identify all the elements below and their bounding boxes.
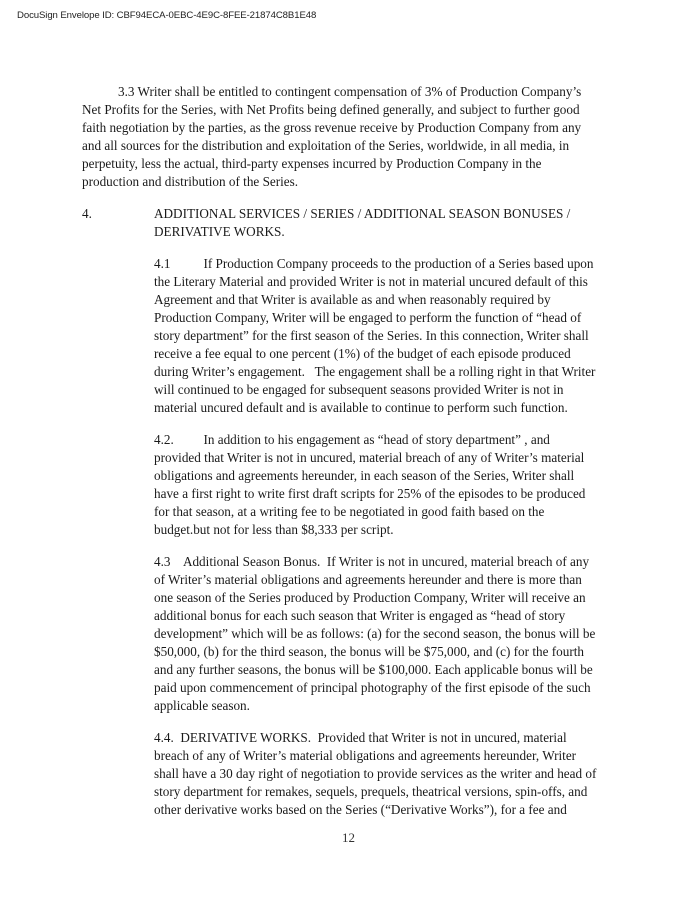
section-heading-line: ADDITIONAL SERVICES / SERIES / ADDITIONAL SEASON BONUSES / [154,206,571,221]
text-line: $50,000, (b) for the third season, the bonus will be $75,000, and (c) for the fourth [154,644,584,659]
text-line: material uncured default and is available to continue to perform such function. [154,400,568,415]
text-line: additional bonus for each such season that Writer is engaged as “head of story [154,608,566,623]
text-line: obligations and agreements hereunder, in each season of the Series, Writer shall [154,468,575,483]
text-line: shall have a 30 day right of negotiation to provide services as the writer and head of [154,766,597,781]
text-line: perpetuity, less the actual, third-party expenses incurred by Production Company in the [82,156,542,171]
text-line: receive a fee equal to one percent (1%) of the budget of each episode produced [154,346,571,361]
text-line: 3.3 Writer shall be entitled to contingent compensation of 3% of Production Company’s [118,84,582,99]
text-line: 4.3 Additional Season Bonus. If Writer is not in uncured, material breach of any [154,554,590,569]
text-line: and any further seasons, the bonus will be $100,000. Each applicable bonus will be [154,662,593,677]
text-line: story department” for the first season of the Series. In this connection, Writer shall [154,328,589,343]
text-line: one season of the Series produced by Production Company, Writer will receive an [154,590,586,605]
text-line: and all sources for the distribution and exploitation of the Series, worldwide, in all media, in [82,138,570,153]
page-number: 12 [342,830,355,845]
text-line: for that season, at a writing fee to be negotiated in good faith based on the [154,504,545,519]
text-line: story department for remakes, sequels, prequels, theatrical versions, spin-offs, and [154,784,588,799]
section-heading-line: DERIVATIVE WORKS. [154,224,285,239]
text-line: of Writer’s material obligations and agreements hereunder and there is more than [154,572,582,587]
text-line: 4.1 If Production Company proceeds to the production of a Series based upon [154,256,594,271]
text-line: have a first right to write first draft scripts for 25% of the episodes to be produced [154,486,586,501]
text-line: paid upon commencement of principal photography of the first episode of the such [154,680,591,695]
text-line: 4.2. In addition to his engagement as “head of story department” , and [154,432,550,447]
text-line: budget.but not for less than $8,333 per script. [154,522,394,537]
text-line: provided that Writer is not in uncured, material breach of any of Writer’s material [154,450,585,465]
text-line: applicable season. [154,698,250,713]
text-line: the Literary Material and provided Writer is not in material uncured default of this [154,274,588,289]
text-line: Net Profits for the Series, with Net Profits being defined generally, and subject to further good [82,102,580,117]
text-line: production and distribution of the Series. [82,174,299,189]
text-line: Production Company, Writer will be engaged to perform the function of “head of [154,310,582,325]
text-line: development” which will be as follows: (a) for the second season, the bonus will be [154,626,596,641]
text-line: breach of any of Writer’s material obligations and agreements hereunder, Writer [154,748,577,763]
text-line: Agreement and that Writer is available as and when reasonably required by [154,292,551,307]
text-line: faith negotiation by the parties, as the gross revenue receive by Production Company from any [82,120,582,135]
section-number: 4. [82,206,92,221]
text-line: 4.4. DERIVATIVE WORKS. Provided that Writer is not in uncured, material [154,730,567,745]
text-line: will continued to be engaged for subsequent seasons provided Writer is not in [154,382,564,397]
text-line: during Writer’s engagement. The engagement shall be a rolling right in that Writer [154,364,596,379]
docusign-envelope-id: DocuSign Envelope ID: CBF94ECA-0EBC-4E9C-8FEE-21874C8B1E48 [17,10,317,21]
text-line: other derivative works based on the Series (“Derivative Works”), for a fee and [154,802,567,817]
